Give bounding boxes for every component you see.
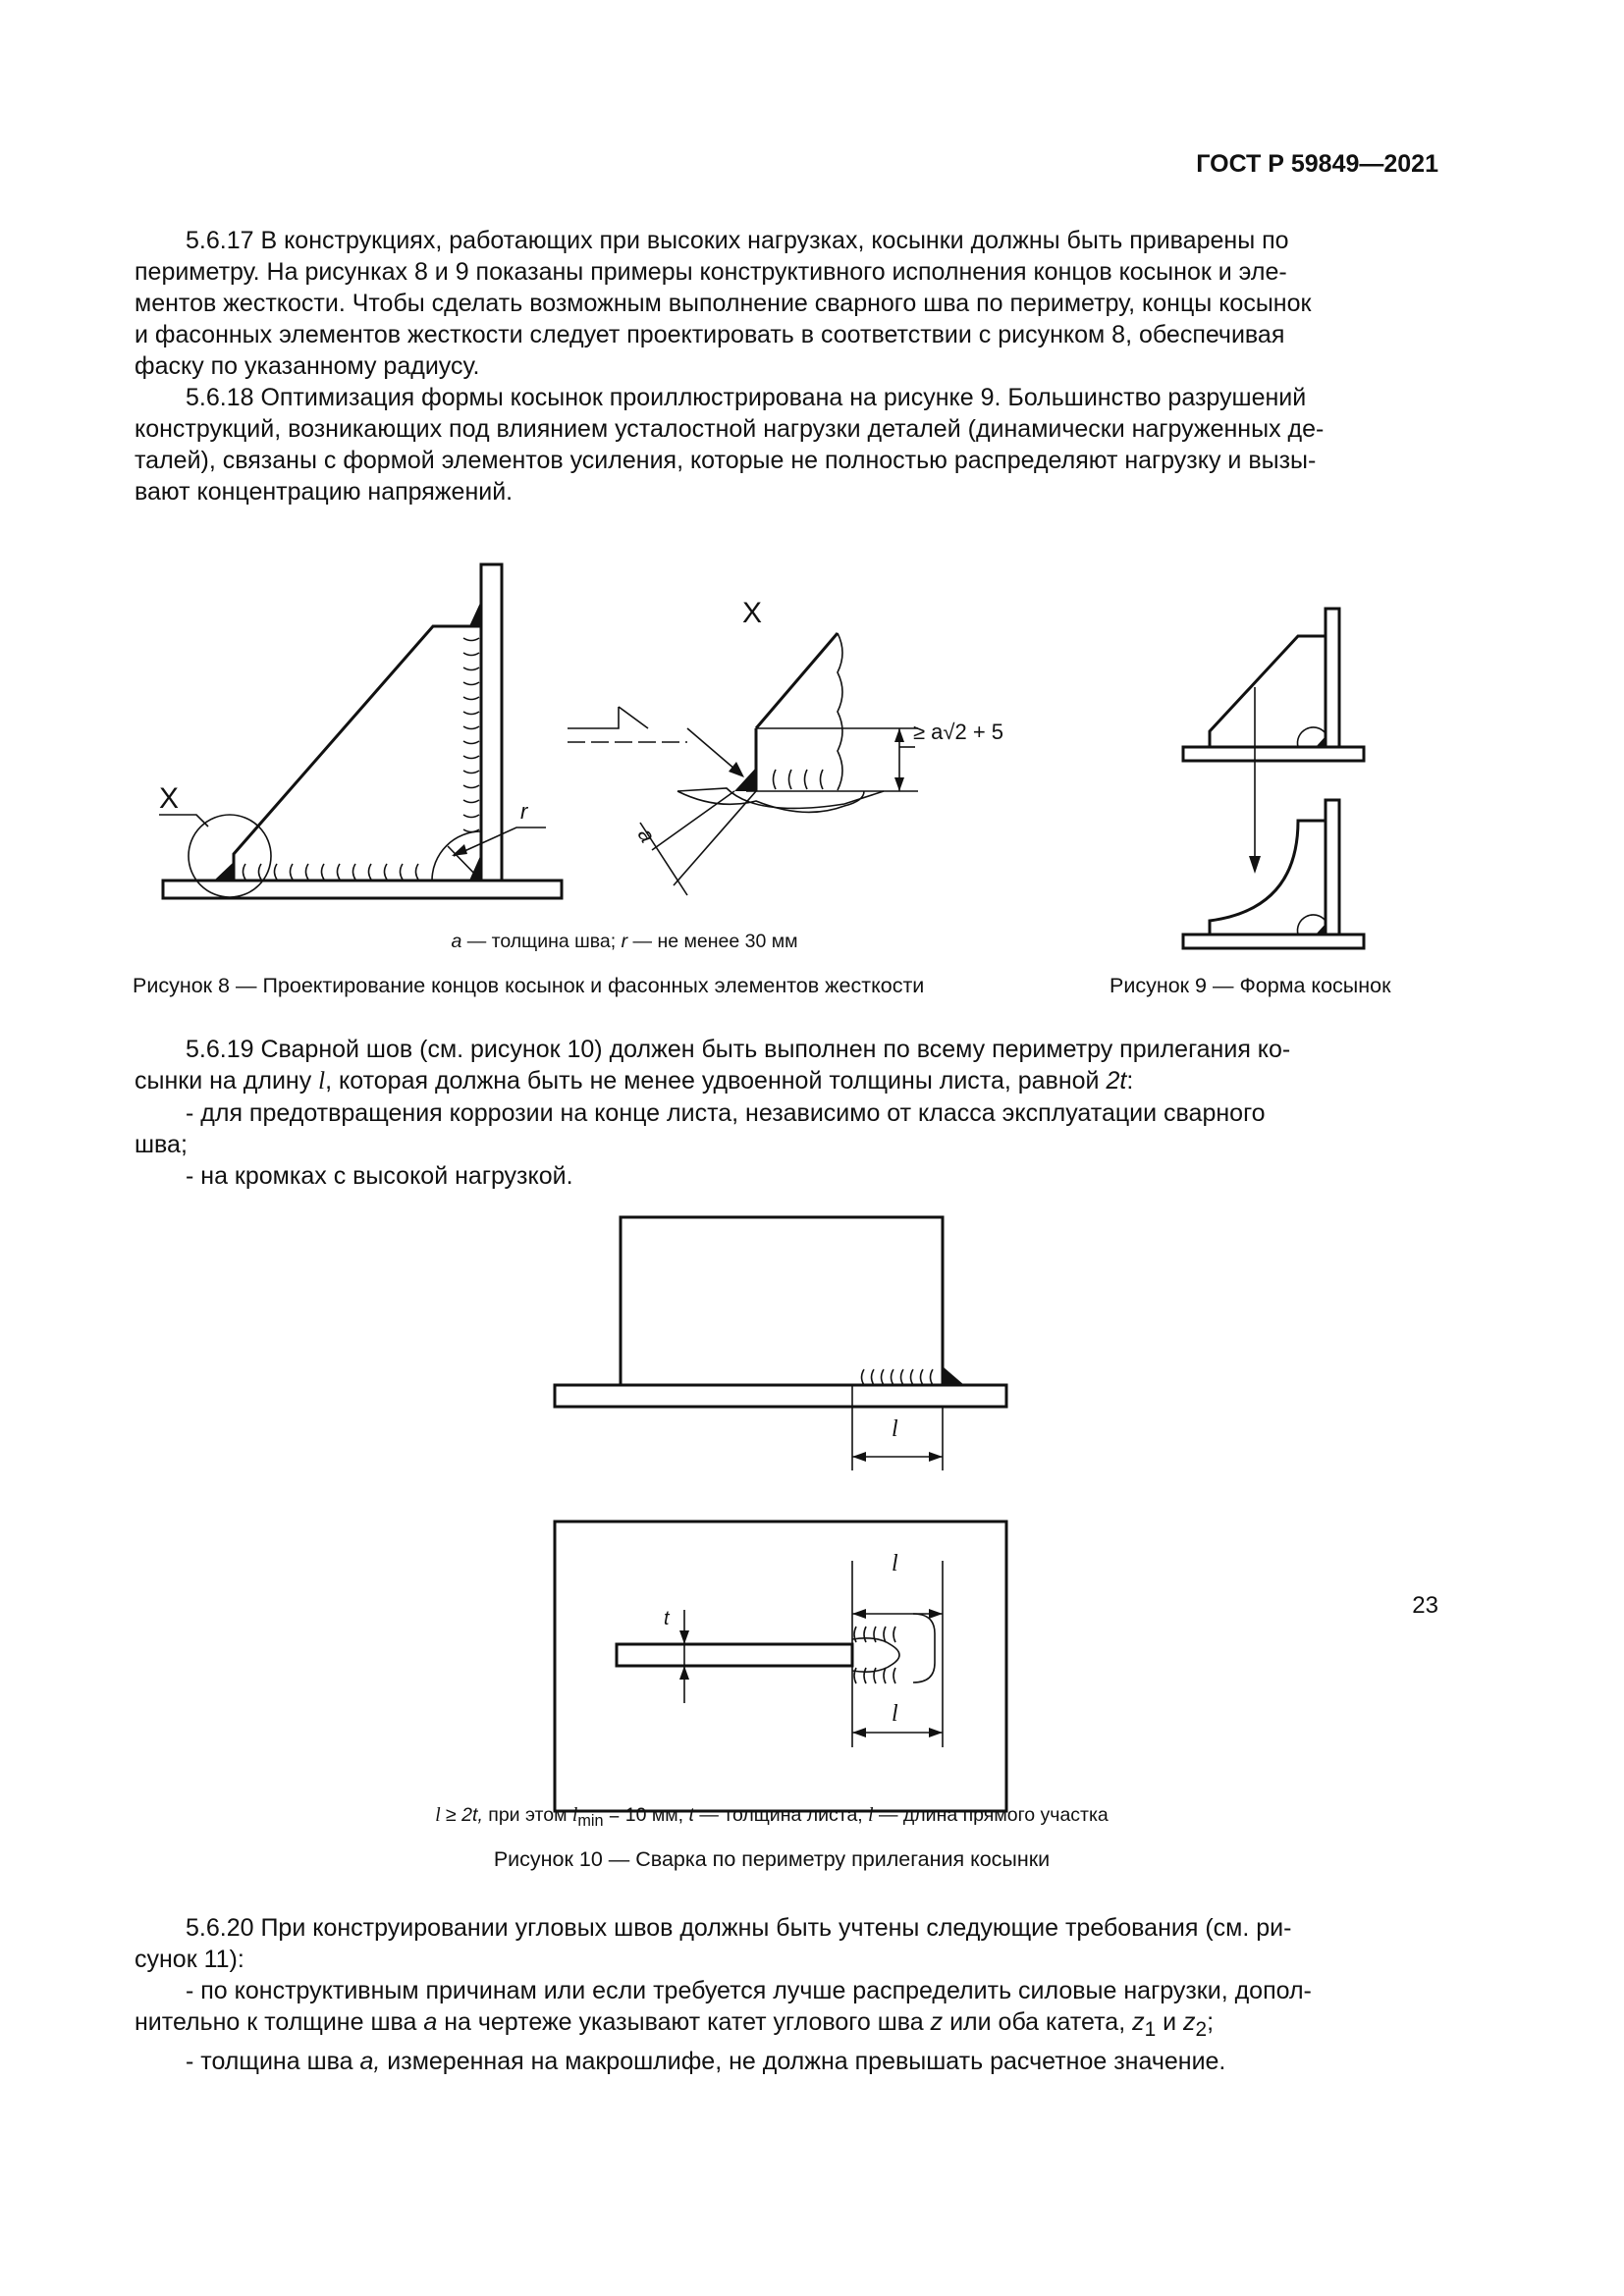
break-line	[677, 791, 864, 812]
label-t: t	[664, 1608, 670, 1629]
weld-fillet	[214, 862, 234, 881]
text-line: - для предотвращения коррозии на конце листа, независимо от класса эксплуатации сварного	[186, 1099, 1266, 1127]
note-r: r	[621, 931, 628, 952]
weld-symbol-line	[568, 707, 619, 728]
figure-10-caption: Рисунок 10 — Сварка по периметру прилегания косынки	[493, 1847, 1051, 1871]
weld-ripples-plan	[854, 1627, 895, 1683]
fig10-base-plate	[555, 1385, 1006, 1407]
page-number: 23	[1412, 1592, 1438, 1619]
weld-ripples-detail	[774, 770, 824, 789]
paragraph-5-6-19	[135, 1034, 1440, 1192]
text-line: нительно к толщине шва a на чертеже указывают катет углового шва z или оба катета, $z_1$ и $z_2$;	[135, 2008, 1215, 2041]
text-line: - толщина шва a, измеренная на макрошлифе, не должна превышать расчетное значение.	[186, 2048, 1226, 2075]
label-l: l	[892, 1416, 898, 1442]
fig10-plan-gusset	[617, 1644, 852, 1666]
fig9-vertical-plate-2	[1326, 800, 1339, 934]
text-line: талей), связаны с формой элементов усиления, которые не полностью распределяют нагрузку и вызы-	[135, 447, 1317, 474]
text-line: сынки на длину l, которая должна быть не менее удвоенной толщины листа, равной 2t:	[135, 1067, 1134, 1095]
detail-leader	[159, 815, 208, 827]
dim-a-extension	[652, 791, 734, 850]
paragraph-5-6-20	[135, 1912, 1440, 2077]
fig10-end-weld	[852, 1638, 899, 1672]
detail-circle	[189, 815, 271, 897]
weld-fillet	[943, 1366, 964, 1385]
text-line: 5.6.17 В конструкциях, работающих при высоких нагрузках, косынки должны быть приварены по	[186, 227, 1289, 254]
note-a: a	[451, 931, 462, 952]
arrow-head	[929, 1609, 943, 1619]
text-line: шва;	[135, 1131, 188, 1158]
text-line: и фасонных элементов жесткости следует проектировать в соответствии с рисунком 8, обеспечивая	[135, 321, 1285, 348]
arrow-head	[894, 777, 904, 791]
label-r: r	[520, 799, 528, 824]
fig9-gusset-curved	[1210, 821, 1326, 934]
figure-10-note: l ≥ 2t, при этом $l_{min} = 10$ мм; t — толщина листа; l — длина прямого участка	[435, 1804, 1109, 1830]
arrow-head	[452, 844, 467, 856]
base-plate	[163, 881, 562, 898]
weld-symbol-triangle	[619, 707, 648, 728]
fig9-base-plate-2	[1183, 934, 1364, 948]
dimension-text: ≥ a√2 + 5	[913, 720, 1004, 744]
arrow-head	[852, 1609, 866, 1619]
text-line: сунок 11):	[135, 1946, 244, 1973]
text-line: фаску по указанному радиусу.	[135, 352, 480, 380]
label-x: X	[159, 782, 180, 815]
fig10-end-weld-outline	[913, 1614, 935, 1682]
arrow-head	[852, 1452, 866, 1462]
weld-fillet	[469, 854, 481, 881]
label-l: l	[892, 1551, 898, 1576]
weld-fillet	[1316, 924, 1326, 934]
fig9-base-plate	[1183, 747, 1364, 761]
figure-9-caption: Рисунок 9 — Форма косынок	[1110, 974, 1391, 997]
vertical-plate	[481, 564, 502, 881]
fig9-vertical-plate	[1326, 609, 1339, 747]
weld-ripples-vertical	[463, 638, 479, 832]
arrow-head	[679, 1666, 689, 1680]
break-line	[838, 633, 842, 790]
arrow-head	[929, 1452, 943, 1462]
arrow-head	[1249, 856, 1261, 874]
weld-fillet	[469, 601, 481, 626]
text-line: - на кромках с высокой нагрузкой.	[186, 1162, 573, 1190]
text-line: вают концентрацию напряжений.	[135, 478, 514, 506]
arrow-head	[852, 1728, 866, 1737]
text-line: конструкций, возникающих под влиянием усталостной нагрузки деталей (динамически нагруженных де-	[135, 415, 1325, 443]
text-line: периметру. На рисунках 8 и 9 показаны примеры конструктивного исполнения концов косынок и эле-	[135, 258, 1287, 286]
label-x-detail: X	[742, 597, 763, 629]
figure-8-caption: Рисунок 8 — Проектирование концов косынок и фасонных элементов жесткости	[133, 974, 925, 997]
text-line: - по конструктивным причинам или если требуется лучше распределить силовые нагрузки, допол-	[186, 1977, 1312, 2004]
gusset-detail-edge	[756, 633, 838, 728]
arrow-head	[729, 762, 744, 777]
note-text: — толщина шва;	[461, 931, 622, 952]
text-line: 5.6.18 Оптимизация формы косынок проиллюстрирована на рисунке 9. Большинство разрушений	[186, 384, 1307, 411]
label-a: a	[632, 824, 661, 847]
document-id: ГОСТ Р 59849—2021	[1196, 150, 1438, 178]
text-line: ментов жесткости. Чтобы сделать возможным выполнение сварного шва по периметру, концы косынок	[135, 290, 1312, 317]
note-text: — не менее 30 мм	[627, 931, 798, 952]
label-l: l	[892, 1701, 898, 1727]
arrow-head	[679, 1630, 689, 1644]
text-line: 5.6.19 Сварной шов (см. рисунок 10) должен быть выполнен по всему периметру прилегания ко-	[186, 1036, 1291, 1063]
weld-fillet	[1316, 736, 1326, 747]
figure-8-note	[330, 931, 919, 953]
arrow-head	[929, 1728, 943, 1737]
fig9-gusset	[1210, 636, 1326, 747]
arrow-head	[894, 728, 904, 742]
text-line: 5.6.20 При конструировании угловых швов должны быть учтены следующие требования (см. ри-	[186, 1914, 1292, 1942]
fig10-gusset	[621, 1217, 943, 1385]
gusset-outline	[234, 626, 481, 881]
weld-ripples-fig10	[862, 1369, 934, 1385]
